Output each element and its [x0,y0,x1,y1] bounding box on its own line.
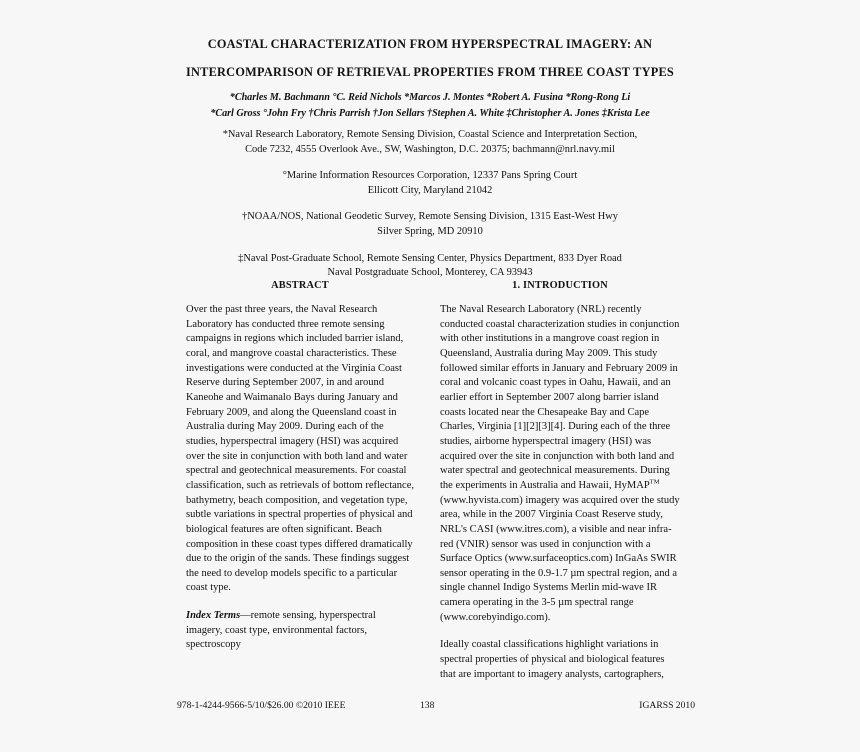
page-footer [0,700,860,716]
introduction-paragraph-2: Ideally coastal classifications highlight variations in spectral properties of physical and biological features that are important to imagery analysts, cartographers, [440,639,665,680]
page-title [170,30,690,86]
affiliation-list [90,128,770,293]
abstract-body: Over the past three years, the Naval Research Laboratory has conducted three remote sensing campaigns in regions which included barrier island, coral, and mangrove coastal characteristics. These investigations were conducted at the Virginia Coast Reserve during September 2007, in and around Kaneohe and Waimanalo Bays during January and February 2009, and along the Queensland coast in Australia during May 2009. During each of the studies, hyperspectral imagery (HSI) was acquired over the site in conjunction with both land and water spectral and geotechnical measurements. For coastal classification, such as retrievals of bottom reflectance, bathymetry, beach composition, and vegetation type, subtle variations in spectral properties of physical and biological features are often significant. Beach composition in these coast types differed dramatically due to the origin of the sands. These findings suggest the need to develop models specific to a particular coast type. [186,304,414,594]
index-terms-label: Index Terms [186,610,241,622]
introduction-paragraph-1-part-a: The Naval Research Laboratory (NRL) recently conducted coastal characterization studies in conjunction with other institutions in a mangrove coast region in Queensland, Australia during May 2009. This study followed similar efforts in January and February 2009 in coral and volcanic coast types in Oahu, Hawaii, and an earlier effort in September 2007 along barrier island coasts located near the Chesapeake Bay and Cape Charles, Virginia [1][2][3][4]. During each of the three studies, airborne hyperspectral imagery (HSI) was acquired over the site in conjunction with both land and water spectral and geotechnical measurements. During the experiments in Australia and Hawaii, HyMAP [440,304,680,491]
introduction-column [440,280,680,693]
author-line-2: *Carl Gross °John Fry †Chris Parrish †Jon Sellars †Stephen A. White ‡Christopher A. Jones ‡Krista Lee [210,107,650,119]
affiliation-mirc [90,169,770,198]
affiliation-noaa [90,210,770,239]
introduction-paragraph-1-part-b: (www.hyvista.com) imagery was acquired over the study area, while in the 2007 Virginia Coast Reserve study, NRL's CASI (www.itres.com), a visible and near infra-red (VNIR) sensor was used in conjunction with a Surface Optics (www.surfaceoptics.com) InGaAs SWIR sensor operating in the 0.9-1.7 µm spectral region, and a single channel Indigo Systems Merlin mid-wave IR camera operating in the 3-5 µm spectral range (www.corebyindigo.com). [440,494,680,623]
affiliation-nps-line-2: Naval Postgraduate School, Monterey, CA 93943 [327,267,533,279]
paper-title-line-2: INTERCOMPARISON OF RETRIEVAL PROPERTIES FROM THREE COAST TYPES [185,65,675,79]
affiliation-nrl-line-1: *Naval Research Laboratory, Remote Sensing Division, Coastal Science and Interpretation Section, [222,129,638,140]
index-terms [186,609,414,653]
affiliation-mirc-line-1: °Marine Information Resources Corporation, 12337 Pans Spring Court [282,170,578,182]
affiliation-nrl-line-2: Code 7232, 4555 Overlook Ave., SW, Washington, D.C. 20375; bachmann@nrl.navy.mil [245,143,615,155]
author-line-1: *Charles M. Bachmann °C. Reid Nichols *Marcos J. Montes *Robert A. Fusina *Rong-Rong Li [229,92,631,103]
trademark-superscript: TM [649,478,660,486]
index-terms-value: —remote sensing, hyperspectral imagery, coast type, environmental factors, spectroscopy [186,610,376,651]
affiliation-nrl [90,128,770,157]
affiliation-nps [90,252,770,281]
footer-conference: IGARSS 2010 [639,700,695,711]
affiliation-noaa-line-1: †NOAA/NOS, National Geodetic Survey, Remote Sensing Division, 1315 East-West Hwy [242,211,618,223]
abstract-heading: ABSTRACT [271,280,329,291]
affiliation-nps-line-1: ‡Naval Post-Graduate School, Remote Sensing Center, Physics Department, 833 Dyer Road [238,252,622,264]
author-list [60,90,800,121]
paper-title-line-1: COASTAL CHARACTERIZATION FROM HYPERSPECTRAL IMAGERY: AN [207,37,653,51]
footer-page-number: 138 [420,700,435,711]
introduction-heading: 1. INTRODUCTION [512,280,608,291]
introduction-paragraph-1 [440,303,680,625]
affiliation-noaa-line-2: Silver Spring, MD 20910 [377,225,483,237]
affiliation-mirc-line-2: Ellicott City, Maryland 21042 [367,184,493,196]
footer-copyright: 978-1-4244-9566-5/10/$26.00 ©2010 IEEE [177,700,346,711]
abstract-column [186,280,414,664]
